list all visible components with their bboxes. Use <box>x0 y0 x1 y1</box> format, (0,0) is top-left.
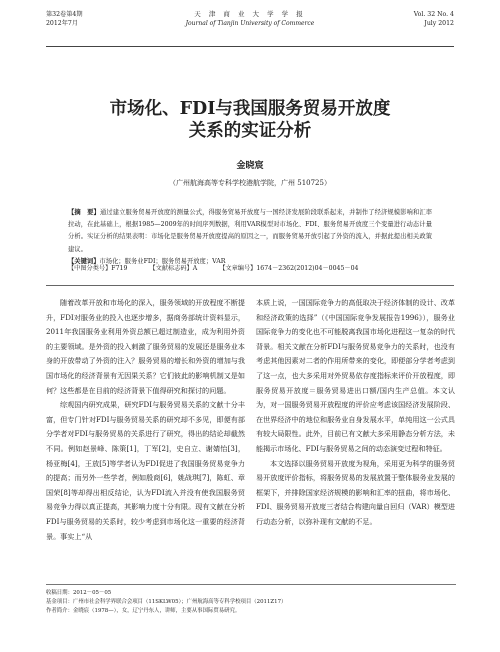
paragraph: 本文选择以服务贸易开放度为视角，采用更为科学的服务贸易开放度评价指标，将服务贸易的发展放置于整体服务业发展的框架下，并排除国家经济规模的影响和汇率的扭曲，将市场化、FDI、服务贸易开放度三者结合构建向量自回归（VAR）模型进行动态分析，以弥补现有文献的不足。 <box>256 458 455 526</box>
journal-name-en: Journal of Tianjin University of Commerce <box>185 20 315 27</box>
abstract-text: 通过建立服务贸易开放度的测量公式，得服务贸易开放度与一国经济发展阶段联系起来，并制作了经济规模影响和汇率拉动，在此基础上，根据1985—2009年的时间序列数据，利用VAR模型对市场化、FDI、服务贸易开放度三个变量进行动态计量分析。实证分析的结果表明：市场化是服务贸易开放度提高的原因之一，而服务贸易开放引起了外资的流入，并据此提出相关政策建议。 <box>68 209 433 253</box>
volume-issue-en: Vol. 32 No. 4 <box>413 11 454 18</box>
journal-name-cn: 天 津 商 业 大 学 学 报 <box>194 10 306 18</box>
journal-header <box>46 10 454 47</box>
author-name: 金晓宸 <box>236 161 264 171</box>
fund-info: 基金项目：广州市社会科学界联合会项目（11SKLW05）；广州航海高等专科学校项目（2011Z17） <box>46 599 287 605</box>
journal-name <box>46 10 454 28</box>
author-affiliation: （广州航海高等专科学校港航学院，广州 510725） <box>169 179 331 187</box>
abstract-block <box>68 207 432 268</box>
article-number: 【文章编号】1674－2362(2012)04－0045－04 <box>219 265 359 272</box>
issue-info-en <box>414 10 454 28</box>
received-date: 收稿日期：2012－05－05 <box>46 590 112 596</box>
paragraph: 本质上说，一国国际竞争力的高低取决于经济体制的设计、改革和经济政策的选择”（《中国国际竞争发展报告1996》），服务业国际竞争力的变化也不可能脱离我国市场化进程这一复杂的时代背景。相关文献在分析FDI与服务贸易竞争力的关系时，也没有考虑其他因素对二者的作用所带来的变化，即便部分学者考虑到了这一点，也大多采用对外贸易依存度指标来评价开放程度，即服务贸易开放度＝服务贸易进出口额/国内生产总值。本文认为，对一国服务贸易开放程度的评价应考虑该国经济发展阶段、在世界经济中的地位和服务业自身发展水平，单纯用这一公式具有较大局限性。此外，目前已有文献大多采用静态分析方法，未能揭示市场化、FDI与服务贸易之间的动态演变过程和特征。 <box>256 298 455 453</box>
abstract-label: 【摘 要】 <box>68 209 100 216</box>
section-divider <box>46 285 454 286</box>
paragraph: 随着改革开放和市场化的深入，服务领域的开放程度不断提升，FDI对服务业的投入也逐步增多，据商务部统计资料显示，2011年我国服务业利用外资总额已超过制造业，成为利用外资的主要领域。是外资的投入刺激了服务贸易的发展还是服务业本身的开放带动了外资的注入？服务贸易的增长和外资的增加与我国市场化的经济背景有无因果关系？它们彼此的影响机制又是如何？这些都是在目前的经济背景下值得研究和探讨的问题。 <box>46 298 245 395</box>
body-column-left <box>46 296 245 544</box>
issue-date-en: July 2012 <box>424 20 454 27</box>
paper-title-line2: 关系的实证分析 <box>188 121 312 141</box>
paper-title-line1: 市场化、FDI与我国服务贸易开放度 <box>109 99 391 119</box>
clc-number: 【中图分类号】F719 <box>68 265 128 272</box>
classification-row <box>68 263 432 272</box>
issue-date: 2012年7月 <box>46 20 79 27</box>
volume-issue: 第32卷第4期 <box>46 11 83 18</box>
footnotes <box>46 584 456 616</box>
paragraph: 综观国内研究成果，研究FDI与服务贸易关系的文献十分丰富，但专门针对FDI与服务贸易关系的研究却不多见，即便有部分学者对FDI与服务贸易的关系进行了研究，得出的结论却截然不同。例如赵景峰、陈策[1]，丁军[2]，史自立、谢婧怡[3]，杨亚梅[4]，王放[5]等学者认为FDI促进了我国服务贸易竞争力的提高；而另外一些学者，例如殷商[6]，姚战琪[7]，陈虹、章国荣[8]等却得出相反结论，认为FDI流入并没有使我国服务贸易竞争力得以真正提高，其影响力度十分有限。现有文献在分析FDI与服务贸易的关系时，较少考虑到市场化这一重要的经济背景。事实上“从 <box>46 400 245 541</box>
author-bio: 作者简介：金晓宸（1978—），女，辽宁丹东人，讲师，主要从事国际贸易研究。 <box>46 608 241 614</box>
body-column-right <box>256 296 455 530</box>
document-code: 【文献标志码】A <box>149 265 198 272</box>
keywords-label: 【关键词】 <box>68 257 100 265</box>
keywords-text: 市场化；服务业FDI；服务贸易开放度；VAR <box>99 257 226 265</box>
